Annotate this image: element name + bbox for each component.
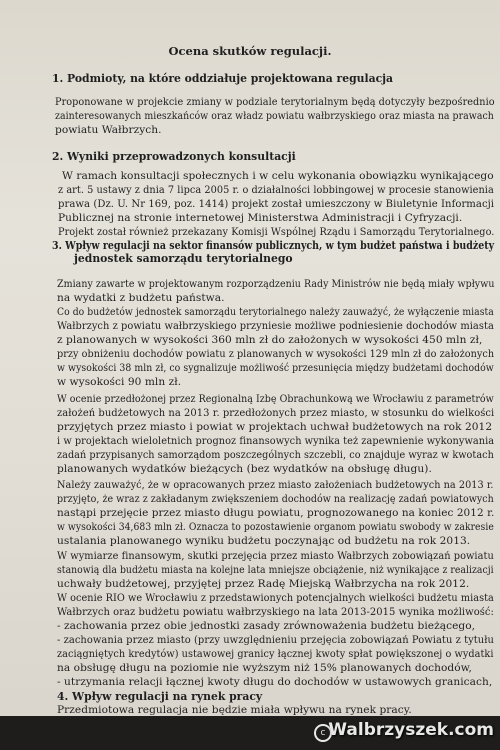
section-3-line: W ocenie RIO we Wrocławiu z przedstawionych potencjalnych wielkości budżetu miasta xyxy=(57,592,494,604)
section-3-line: zadań przypisanych samorządom poszczególnych szczebli, co znajduje wyraz w kwotach xyxy=(57,449,494,461)
section-3-line: Wałbrzych z powiatu wałbrzyskiego przyniesie możliwe podniesienie dochodów miasta xyxy=(57,320,494,332)
section-3-line: uchwały budżetowej, przyjętej przez Radę Miejską Wałbrzycha na rok 2012. xyxy=(57,578,470,590)
section-3-line: z planowanych w wysokości 360 mln zł do założonych w wysokości 450 mln zł, xyxy=(57,334,483,346)
section-1-line: powiatu Wałbrzych. xyxy=(55,124,162,136)
section-2-line: W ramach konsultacji społecznych i w celu wykonania obowiązku wynikającego xyxy=(62,170,494,182)
section-3-line: W ocenie przedłożonej przez Regionalną Izbę Obrachunkową we Wrocławiu z parametrów xyxy=(57,393,494,405)
section-3-line: w wysokości 38 mln zł, co sygnalizuje możliwość przesunięcia między budżetami dochodów xyxy=(57,362,494,374)
copyright-icon: c xyxy=(314,724,332,742)
section-1-line: zainteresowanych mieszkańców oraz władz powiatu wałbrzyskiego oraz miasta na prawach xyxy=(55,110,494,122)
section-2-heading: 2. Wyniki przeprowadzonych konsultacji xyxy=(52,150,296,163)
section-1-heading: 1. Podmioty, na które oddziałuje projektowana regulacja xyxy=(52,72,394,85)
section-3-line: Należy zauważyć, że w opracowanych przez miasto założeniach budżetowych na 2013 r. xyxy=(57,479,494,491)
section-3-bullet: zaciągniętych kredytów) ustawowej granicy łącznej kwoty spłat powiększonej o wydatki xyxy=(57,648,494,660)
section-4-heading: 4. Wpływ regulacji na rynek pracy xyxy=(57,690,263,703)
section-4-line: Przedmiotowa regulacja nie będzie miała wpływu na rynek pracy. xyxy=(57,704,412,716)
section-3-bullet: - utrzymania relacji łącznej kwoty długu do dochodów w ustawowych granicach, xyxy=(57,676,493,688)
section-2-line: prawa (Dz. U. Nr 169, poz. 1414) projekt został umieszczony w Biuletynie Informacji xyxy=(58,198,495,210)
section-2-line: Publicznej na stronie internetowej Ministerstwa Administracji i Cyfryzacji. xyxy=(58,212,463,224)
section-3-line: w wysokości 34,683 mln zł. Oznacza to pozostawienie organom powiatu swobody w zakresie xyxy=(57,521,494,533)
section-3-bullet: - zachowania przez obie jednostki zasady zrównoważenia budżetu bieżącego, xyxy=(57,620,476,632)
section-3-line: i w projektach wieloletnich prognoz finansowych wynika też zapewnienie wykonywania xyxy=(57,435,495,447)
section-3-bullet: - zachowania przez miasto (przy uwzględnieniu przejęcia zobowiązań Powiatu z tytułu xyxy=(57,634,494,646)
section-3-line: na wydatki z budżetu państwa. xyxy=(57,292,225,304)
section-3-line: przy obniżeniu dochodów powiatu z planowanych w wysokości 129 mln zł do założonych xyxy=(57,348,495,360)
section-1-line: Proponowane w projekcie zmiany w podziale terytorialnym będą dotyczyły bezpośrednio xyxy=(55,96,495,108)
section-3-line: nastąpi przejęcie przez miasto długu powiatu, prognozowanego na koniec 2012 r. xyxy=(57,507,495,519)
section-3-line: planowanych wydatków bieżących (bez wydatków na obsługę długu). xyxy=(57,463,432,475)
section-3-line: W wymiarze finansowym, skutki przejęcia przez miasto Wałbrzych zobowiązań powiatu xyxy=(57,550,494,562)
section-3-line: założeń budżetowych na 2013 r. przedłożonych przez miasto, w stosunku do wielkości xyxy=(57,407,495,419)
section-3-line: ustalania planowanego wyniku budżetu poczynając od budżetu na rok 2013. xyxy=(57,535,471,547)
section-3-line: przyjętych przez miasto i powiat w projektach uchwał budżetowych na rok 2012 xyxy=(57,421,493,433)
section-3-line: Wałbrzych oraz budżetu powiatu wałbrzyskiego na lata 2013-2015 wynika możliwość: xyxy=(57,606,494,618)
section-3-heading: 3. Wpływ regulacji na sektor finansów publicznych, w tym budżet państwa i budżety xyxy=(52,239,495,252)
section-3-bullet: na obsługę długu na poziomie nie wyższym niż 15% planowanych dochodów, xyxy=(57,662,472,674)
section-3-heading-cont: jednostek samorządu terytorialnego xyxy=(74,252,293,265)
section-2-line: Projekt został również przekazany Komisji Wspólnej Rządu i Samorządu Terytorialnego. xyxy=(58,226,495,238)
section-3-line: w wysokości 90 mln zł. xyxy=(57,376,182,388)
section-3-line: Co do budżetów jednostek samorządu terytorialnego należy zauważyć, że wyłączenie miasta xyxy=(57,306,494,318)
watermark: Walbrzyszek.com xyxy=(328,720,494,740)
section-2-line: z art. 5 ustawy z dnia 7 lipca 2005 r. o działalności lobbingowej w procesie stanowienia xyxy=(58,184,494,196)
section-3-line: stanowią dla budżetu miasta na kolejne lata mniejsze obciążenie, niż wynikające z realizacji xyxy=(57,564,494,576)
document-title: Ocena skutków regulacji. xyxy=(168,44,332,58)
section-3-line: przyjęto, że wraz z zakładanym zwiększeniem dochodów na realizację zadań powiatowych xyxy=(57,493,494,505)
section-3-line: Zmiany zawarte w projektowanym rozporządzeniu Rady Ministrów nie będą miały wpływu xyxy=(57,278,495,290)
